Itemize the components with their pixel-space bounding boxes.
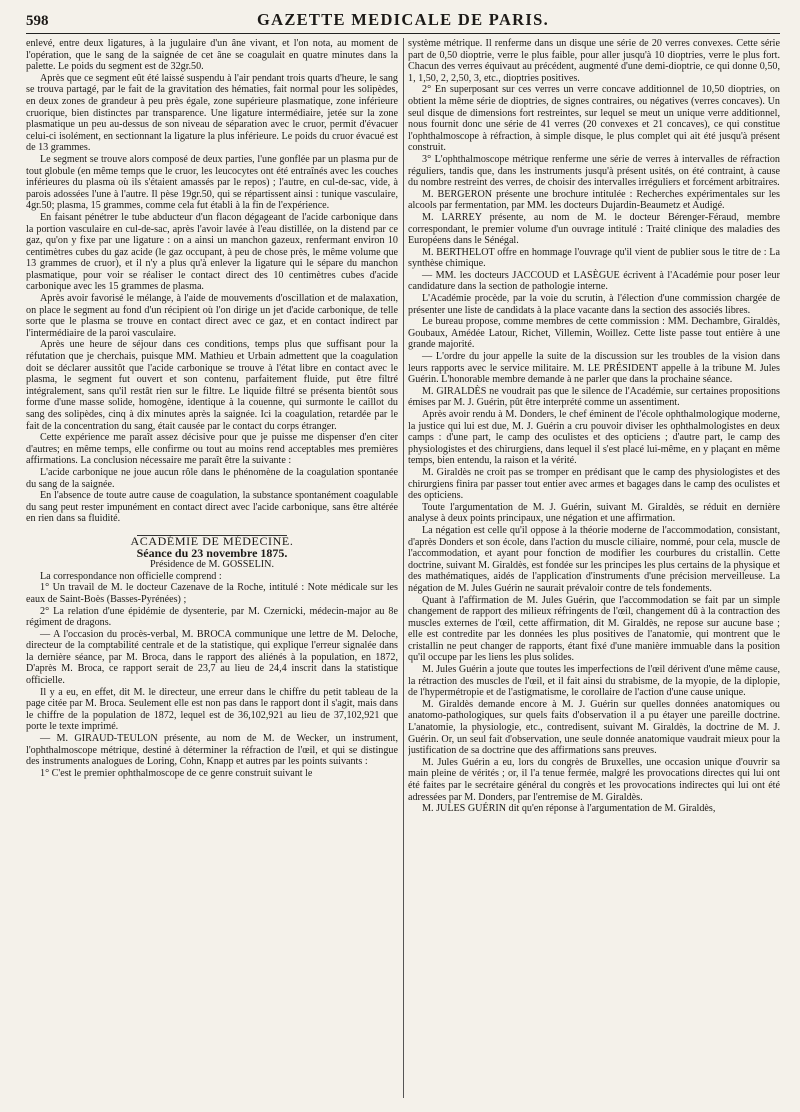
paragraph: M. GIRALDÈS ne voudrait pas que le silence de l'Académie, sur certaines propositions émises par M. J. Guérin, pût être interprété comme un assentiment. xyxy=(408,385,780,409)
paragraph: 2° La relation d'une épidémie de dysenterie, par M. Czernicki, médecin-major au 8e régiment de dragons. xyxy=(26,605,398,629)
paragraph: Quant à l'affirmation de M. Jules Guérin, que l'accommodation se fait par un simple changement de rapport des milieux réfringents de l'œil, changement dû à la contraction des muscles externes de l'œil, cette affirmation, dit M. Giraldès, ne repose sur aucune base ; elle est contredite par les données les plus positives de l'anatomie, qui montrent que le cristallin ne peut changer de rapports, étant fixé d'une manière immuable dans la position qu'il occupe par les liens les plus solides. xyxy=(408,594,780,664)
paragraph: La correspondance non officielle comprend : xyxy=(40,570,222,582)
paragraph: Après une heure de séjour dans ces conditions, temps plus que suffisant pour la réfutation que je cherchais, puisque MM. Mathieu et Urbain admettent que la coagulation doit se déclarer aussitôt que l'acide carbonique se trouve à l'état libre en contact avec le plasma, le segment fut ouvert et son contenu, parfaitement fluide, put être filtré intégralement, sans qu'il restât rien sur le filtre. Le liquide filtré se présenta bientôt sous forme d'une masse solide, homogène, identique à la couenne, qui surmonte le caillot du sang des solipèdes, cinq à dix minutes après la saignée. Ici la coagulation, retardée par le fait de la concentration du sang, était causée par le contact du corps étranger. xyxy=(26,339,398,432)
paragraph: En faisant pénétrer le tube abducteur d'un flacon dégageant de l'acide carbonique dans la portion vasculaire en cul-de-sac, après l'avoir lavée à l'eau distillée, on la distend par ce gaz, qu'on y fixe par une ligature : on a ainsi un manchon gazeux, renfermant environ 10 centimètres cubes du gaz acide (le gaz occupant, à peu de chose près, le même volume que 13 grammes de cruor), et il n'y a plus qu'à enlever la ligature qui le sépare du manchon plasmatique, pour voir se réaliser le contact direct des 10 centimètres cubes d'acide carbonique avec les 15 grammes de plasma. xyxy=(26,211,398,293)
paragraph: M. Jules Guérin a eu, lors du congrès de Bruxelles, une occasion unique d'ouvrir sa main pleine de vérités ; or, il l'a tenue fermée, malgré les provocations directes qui lui ont été faites par le secrétaire général du congrès et les provocations indirectes qui lui ont été adressées par M. Donders, par l'entremise de M. Giraldès. xyxy=(408,756,780,803)
section-title: ACADÉMIE DE MÉDECINE. xyxy=(130,533,294,548)
paragraph: 2° En superposant sur ces verres un verre concave additionnel de 10,50 dioptries, on obtient la même série de dioptries, de signes contraires, ou négatives (verres concaves). Un seul disque de dimensions fort restreintes, sur lequel se meut un unique verre additionnel, nous fournit donc une série de 41 verres (20 convexes et 21 concaves), ce qui constitue l'ophthalmoscope à réfraction, à simple disque, le plus complet qui ait été jusqu'à présent construit. xyxy=(408,84,780,154)
paragraph: — L'ordre du jour appelle la suite de la discussion sur les troubles de la vision dans leurs rapports avec le service militaire. M. LE PRÉSIDENT appelle à la tribune M. Jules Guérin. L'honorable membre demande à ne parler que dans la prochaine séance. xyxy=(408,351,780,386)
paragraph: — M. GIRAUD-TEULON présente, au nom de M. de Wecker, un instrument, l'ophthalmoscope métrique, destiné à déterminer la réfraction de l'œil, et qui se distingue des instruments analogues de Loring, Cohn, Knapp et autres par les points suivants : xyxy=(26,733,398,768)
presidence-line: Présidence de M. GOSSELIN. xyxy=(149,559,274,571)
paragraph: M. Giraldès ne croit pas se tromper en prédisant que le camp des physiologistes et des chirurgiens finira par passer tout entier avec armes et bagages dans le camp des oculistes et des opticiens. xyxy=(408,466,780,502)
paragraph: Toute l'argumentation de M. J. Guérin, suivant M. Giraldès, se réduit en dernière analyse à deux points principaux, une négation et une affirmation. xyxy=(408,501,780,525)
paragraph: Après avoir favorisé le mélange, à l'aide de mouvements d'oscillation et de malaxation, on place le segment au fond d'un récipient où l'on dirige un jet d'acide carbonique, de telle sorte que le plasma se trouve en contact direct avec ce gaz, et en contact indirect par l'intermédiaire de la paroi vasculaire. xyxy=(26,293,398,339)
paragraph: L'Académie procède, par la voie du scrutin, à l'élection d'une commission chargée de présenter une liste de candidats à la place vacante dans la section des associés libres. xyxy=(408,293,780,316)
left-column xyxy=(26,38,398,1098)
paragraph: Le bureau propose, comme membres de cette commission : MM. Dechambre, Giraldès, Goubaux, Amédée Latour, Richet, Villemin, Woillez. Cette liste passe tout entière à une grande majorité. xyxy=(408,316,780,351)
paragraph: M. Jules Guérin a joute que toutes les imperfections de l'œil dérivent d'une même cause, la rétraction des muscles de l'œil, et il fait ainsi du strabisme, de la myopie, de la diplopie, de l'hypermétropie et de l'astigmatisme, le corollaire de l'action d'une cause unique. xyxy=(408,664,780,699)
paragraph: En l'absence de toute autre cause de coagulation, la substance spontanément coagulable du sang peut rester impunément en contact direct avec l'acide carbonique, sans être altérée en rien dans sa fluidité. xyxy=(26,490,398,525)
seance-title: Séance du 23 novembre 1875. xyxy=(136,545,288,560)
paragraph: M. LARREY présente, au nom de M. le docteur Bérenger-Féraud, membre correspondant, le premier volume d'un ouvrage intitulé : Traité clinique des maladies des Européens dans le Sénégal. xyxy=(408,211,780,247)
paragraph: — MM. les docteurs JACCOUD et LASÈGUE écrivent à l'Académie pour poser leur candidature dans la section de pathologie interne. xyxy=(408,269,780,293)
paragraph: — A l'occasion du procès-verbal, M. BROCA communique une lettre de M. Deloche, directeur de la comptabilité centrale et de la statistique, qui explique l'erreur signalée dans la dernière séance, par M. Broca, dans le rapport des aliénés à la population, en 1872, D'après M. Broca, ce rapport serait de 23,7 au lieu de 24,4 inscrit dans la statistique officielle. xyxy=(26,628,398,687)
text-columns xyxy=(26,38,780,1098)
paragraph: La négation est celle qu'il oppose à la théorie moderne de l'accommodation, consistant, d'après Donders et son école, dans l'action du muscle ciliaire, nommé, pour cela, muscle de l'accommodation, et ayant pour fonction de modifier les courbures du cristallin. Cette doctrine, suivant M. Giraldès, est fondée sur les principes les plus certains de la physique et des mathématiques, aidés de l'application d'instruments d'une précision merveilleuse. La négation de M. Jules Guérin ne saurait prévaloir contre de tels fondements. xyxy=(408,524,780,594)
paragraph: 1° C'est le premier ophthalmoscope de ce genre construit suivant le xyxy=(40,767,313,779)
paragraph: M. BERGERON présente une brochure intitulée : Recherches expérimentales sur les alcools par fermentation, par MM. les docteurs Dujardin-Beaumetz et Audigé. xyxy=(408,188,780,212)
paragraph: L'acide carbonique ne joue aucun rôle dans le phénomène de la coagulation spontanée du sang de la saignée. xyxy=(26,466,398,490)
paragraph: Après que ce segment eût été laissé suspendu à l'air pendant trois quarts d'heure, le sang se trouva partagé, par le fait de la gravitation des hématies, fait normal pour les solipèdes, en deux zones de grandeur à peu près égale, zone supérieure plasmatique, zone inférieure cruorique, bien distinctes par transparence. Une ligature intermédiaire, jetée sur la zone plasmatique un peu au-dessus de son niveau de séparation avec le cruor, permit d'évacuer celui-ci isolément, en sectionnant la ligature la plus inférieure. Le poids du cruor évacué est de 13 grammes. xyxy=(26,72,398,154)
paragraph: M. Giraldès demande encore à M. J. Guérin sur quelles données anatomiques ou anatomo-pathologiques, sur quels faits d'observation il a pu étayer une pareille doctrine. L'anatomie, la physiologie, etc., contredisent, suivant M. Giraldès, la doctrine de M. J. Guérin. Or, un seul fait d'observation, une seule donnée anatomique vaudrait mieux pour la justification de sa doctrine que des affirmations sans preuves. xyxy=(408,698,780,757)
paragraph: Le segment se trouve alors composé de deux parties, l'une gonflée par un plasma pur de tout globule (en même temps que le cruor, les leucocytes ont été entraînés avec les couches inférieures du plasma où ils s'étaient amassés par le repos) ; l'autre, en cul-de-sac, vide, à parois adossées l'une à l'autre. Il pèse 19gr.50, qui se répartissent ainsi : tunique vasculaire, 4gr.50; plasma, 15 grammes, comme cela fut établi à la fin de l'expérience. xyxy=(26,153,398,212)
paragraph: 3° L'ophthalmoscope métrique renferme une série de verres à intervalles de réfraction réguliers, tandis que, dans les instruments jusqu'à présent usités, on été contraint, à cause du nombre restreint des verres, de choisir des intervalles irréguliers et forcément arbitraires. xyxy=(408,153,780,189)
page-number: 598 xyxy=(26,13,49,29)
paragraph: M. JULES GUÉRIN dit qu'en réponse à l'argumentation de M. Giraldès, xyxy=(422,803,716,815)
journal-title: GAZETTE MEDICALE DE PARIS. xyxy=(256,10,550,29)
paragraph: Il y a eu, en effet, dit M. le directeur, une erreur dans le chiffre du petit tableau de la page citée par M. Broca. Seulement elle est non pas dans le rapport dont il s'agit, mais dans le chiffre de la population de 1872, lequel est de 36,102,921 au lieu de 37,102,921 que porte le texte imprimé. xyxy=(26,686,398,733)
page-header xyxy=(26,10,780,34)
paragraph: Cette expérience me paraît assez décisive pour que je puisse me dispenser d'en citer d'autres; en même temps, elle confirme ou tout au moins rend acceptables mes premières affirmations. La conclusion nécessaire me paraît être la suivante : xyxy=(26,432,398,467)
paragraph: M. BERTHELOT offre en hommage l'ouvrage qu'il vient de publier sous le titre de : La synthèse chimique. xyxy=(408,246,780,270)
paragraph: 1° Un travail de M. le docteur Cazenave de la Roche, intitulé : Note médicale sur les eaux de Saint-Boès (Basses-Pyrénées) ; xyxy=(26,582,398,605)
paragraph: Après avoir rendu à M. Donders, le chef éminent de l'école ophthalmologique moderne, la justice qui lui est due, M. J. Guérin a cru pouvoir diviser les ophthalmologistes en deux camps : d'une part, le camp des oculistes et des opticiens ; d'autre part, le camp des physiologistes et des chirurgiens, dans lequel il s'est placé lui-même, en y plaçant en même temps, bien entendu, la raison et la vérité. xyxy=(408,409,780,467)
paragraph: système métrique. Il renferme dans un disque une série de 20 verres convexes. Cette série part de 0,50 dioptrie, verre le plus faible, pour aller jusqu'à 10 dioptries, verre le plus fort. Chacun des verres équivaut au précédent, augmenté d'une demi-dioptrie, ce qui donne 0,50, 1, 1,50, 2, 2,50, 3, etc., dioptries positives. xyxy=(408,38,780,84)
paragraph: enlevé, entre deux ligatures, à la jugulaire d'un âne vivant, et l'on nota, au moment de l'opération, que le sang de la saignée de cet âne se coagulait en quatre minutes dans la palette. Le poids du segment est de 32gr.50. xyxy=(26,38,398,73)
right-column xyxy=(408,38,780,1098)
